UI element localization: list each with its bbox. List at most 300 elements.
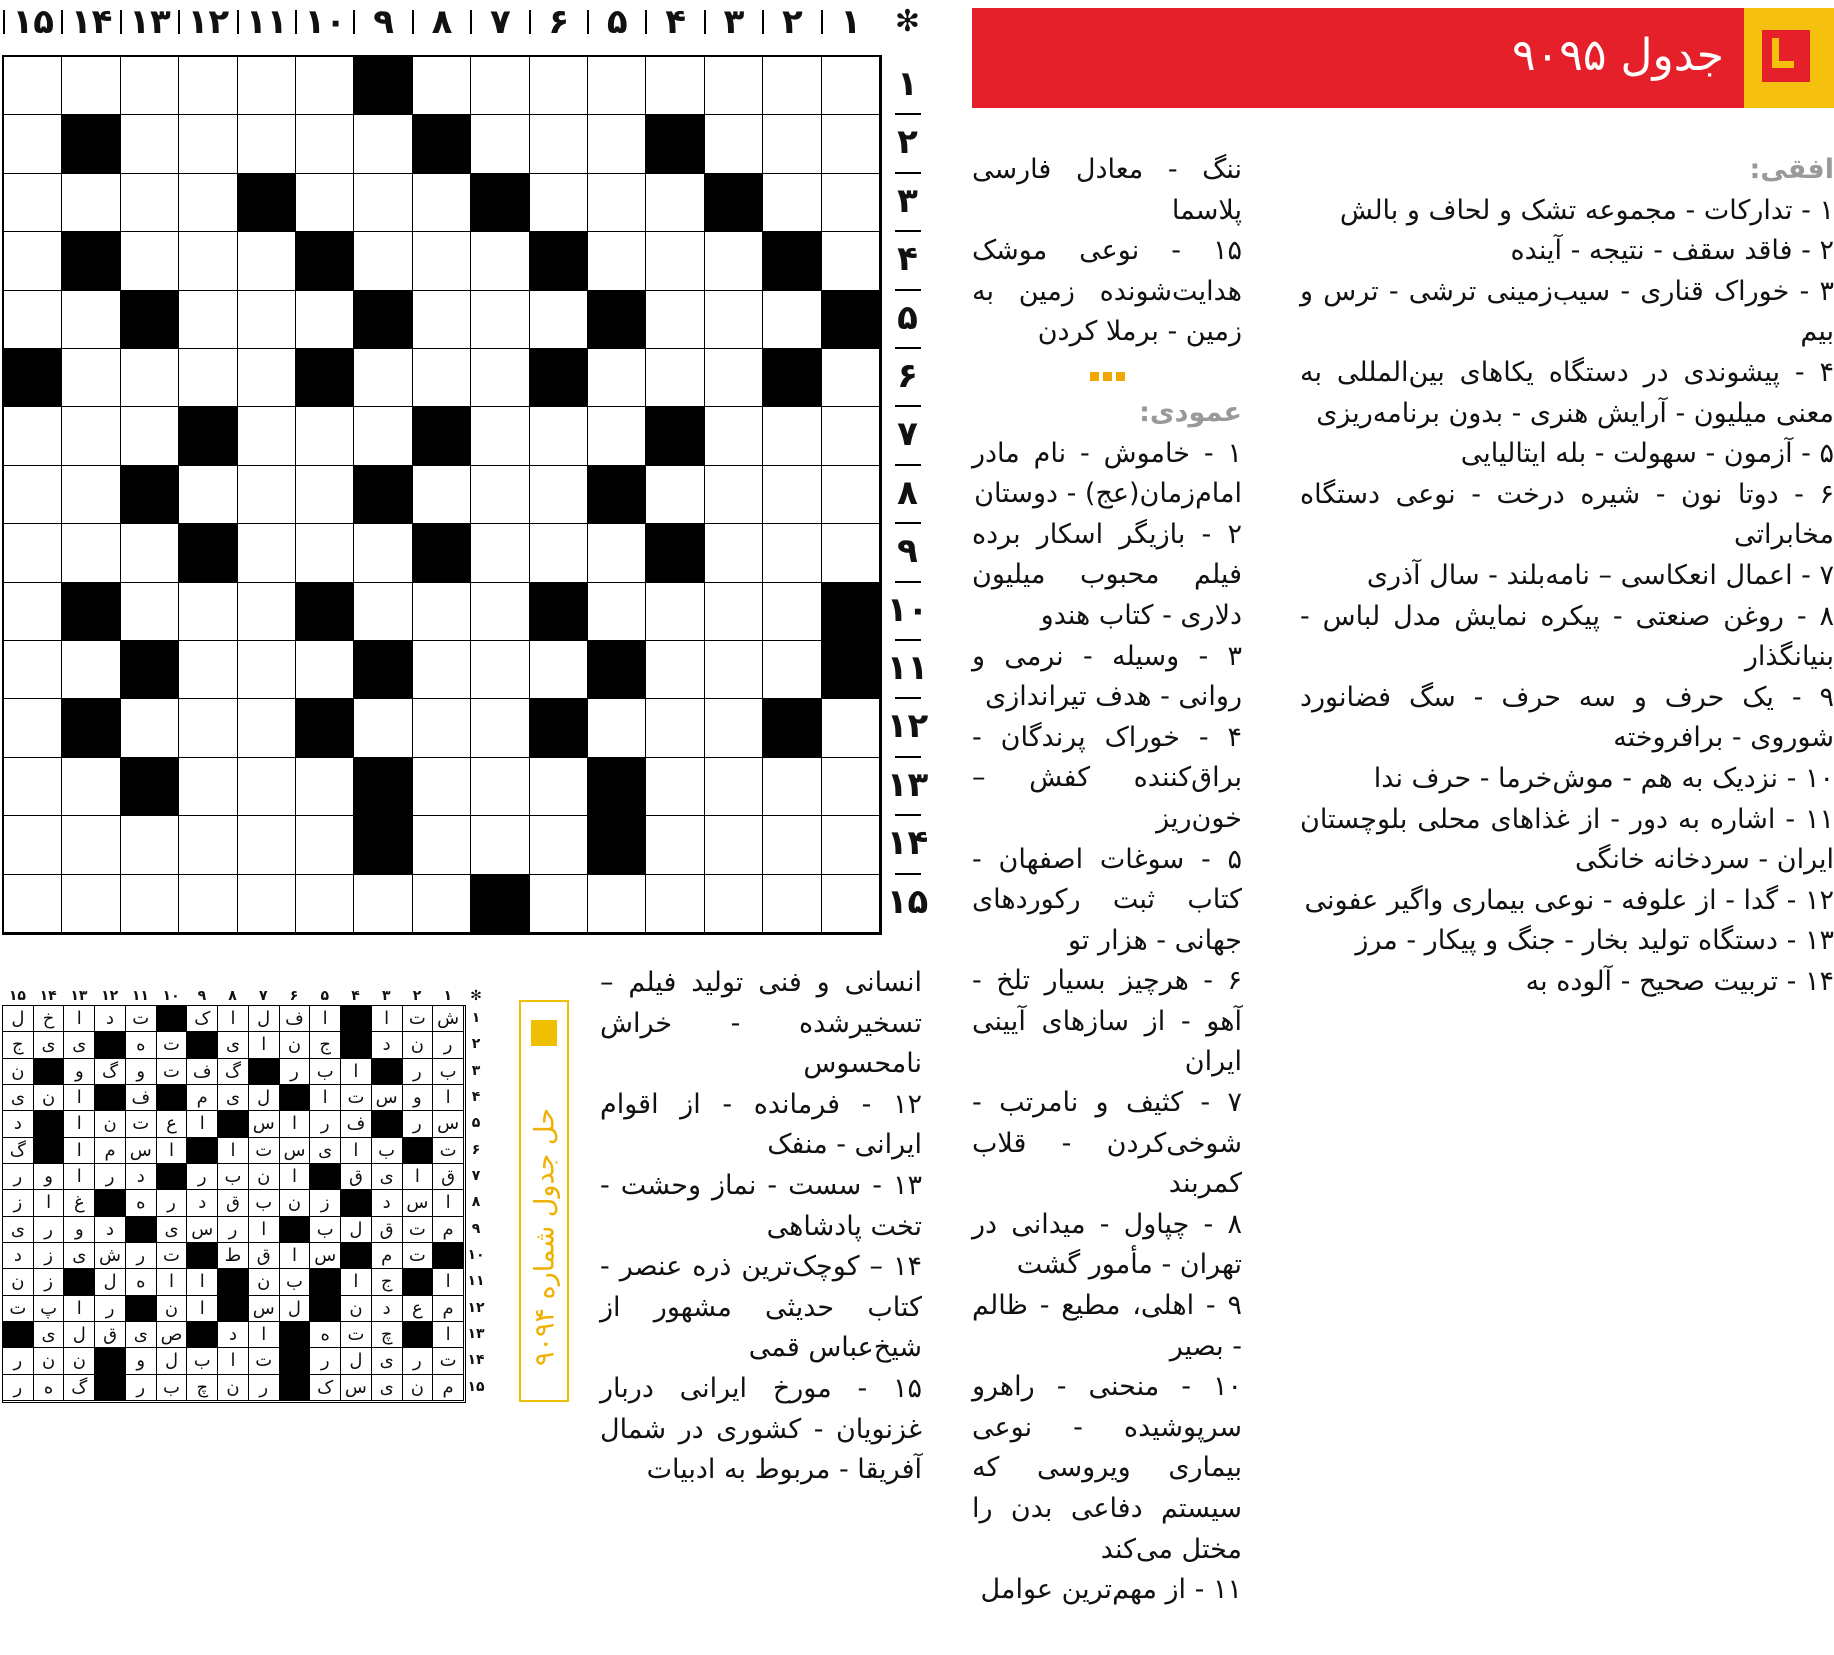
grid-cell[interactable] [121, 699, 179, 757]
grid-cell[interactable] [238, 466, 296, 524]
grid-cell[interactable] [121, 524, 179, 582]
grid-cell[interactable] [354, 524, 412, 582]
solution-cell: ر [3, 1375, 34, 1401]
solution-cell: ب [157, 1375, 188, 1401]
grid-cell[interactable] [296, 466, 354, 524]
grid-cell[interactable] [822, 174, 880, 232]
grid-cell[interactable] [62, 641, 120, 699]
solution-cell: م [433, 1296, 464, 1322]
grid-cell[interactable] [121, 583, 179, 641]
grid-cell[interactable] [705, 407, 763, 465]
solution-row-number: ۷ [471, 1168, 481, 1184]
grid-cell[interactable] [705, 232, 763, 290]
grid-cell[interactable] [763, 174, 821, 232]
grid-cell[interactable] [705, 57, 763, 115]
solution-row-number: ۱۰ [467, 1247, 485, 1263]
grid-cell[interactable] [471, 641, 529, 699]
grid-cell[interactable] [705, 115, 763, 173]
grid-cell[interactable] [822, 57, 880, 115]
grid-cell[interactable] [296, 115, 354, 173]
solution-cell: ن [403, 1375, 434, 1401]
grid-cell[interactable] [763, 816, 821, 874]
grid-cell[interactable] [4, 641, 62, 699]
black-cell [763, 232, 821, 290]
grid-cell[interactable] [238, 875, 296, 933]
black-cell [354, 466, 412, 524]
grid-cell[interactable] [530, 407, 588, 465]
grid-cell[interactable] [62, 758, 120, 816]
grid-cell[interactable] [588, 407, 646, 465]
grid-cell[interactable] [530, 758, 588, 816]
grid-cell[interactable] [646, 583, 704, 641]
grid-cell[interactable] [705, 641, 763, 699]
solution-cell: ت [126, 1111, 157, 1137]
grid-cell[interactable] [471, 466, 529, 524]
grid-cell[interactable] [4, 407, 62, 465]
grid-cell[interactable] [822, 115, 880, 173]
grid-cell[interactable] [62, 291, 120, 349]
grid-cell[interactable] [822, 466, 880, 524]
grid-cell[interactable] [354, 583, 412, 641]
across-clue: ننگ - معادل فارسی پلاسما [972, 154, 1242, 226]
grid-cell[interactable] [62, 349, 120, 407]
header-banner [972, 8, 1834, 108]
grid-cell[interactable] [530, 291, 588, 349]
row-number: ۱۲ [886, 706, 929, 747]
grid-cell[interactable] [413, 583, 471, 641]
grid-cell[interactable] [471, 524, 529, 582]
down-clue: ۱۱ - از مهم‌ترین عوامل [980, 1574, 1242, 1606]
grid-cell[interactable] [413, 875, 471, 933]
grid-cell[interactable] [179, 758, 237, 816]
solution-cell: د [372, 1296, 403, 1322]
grid-cell[interactable] [646, 232, 704, 290]
grid-cell[interactable] [62, 174, 120, 232]
column-separator [3, 10, 5, 34]
solution-cell: ن [341, 1296, 372, 1322]
black-cell [121, 466, 179, 524]
grid-cell[interactable] [588, 524, 646, 582]
solution-cell: ی [64, 1032, 95, 1058]
grid-cell[interactable] [179, 174, 237, 232]
grid-cell[interactable] [763, 466, 821, 524]
grid-cell[interactable] [4, 291, 62, 349]
solution-cell: ا [157, 1269, 188, 1295]
grid-cell[interactable] [763, 524, 821, 582]
grid-cell[interactable] [179, 115, 237, 173]
grid-cell[interactable] [646, 291, 704, 349]
solution-cell: خ [34, 1006, 65, 1032]
grid-cell[interactable] [4, 466, 62, 524]
solution-cell: ق [218, 1190, 249, 1216]
grid-cell[interactable] [822, 875, 880, 933]
grid-cell[interactable] [4, 174, 62, 232]
column-number: ۴ [665, 2, 686, 42]
solution-cell: ل [280, 1296, 311, 1322]
column-number: ۳ [723, 2, 745, 42]
grid-cell[interactable] [179, 291, 237, 349]
grid-cell[interactable] [179, 57, 237, 115]
grid-cell[interactable] [822, 407, 880, 465]
grid-cell[interactable] [296, 57, 354, 115]
solution-black-cell [95, 1190, 126, 1216]
grid-cell[interactable] [238, 583, 296, 641]
solution-cell: ا [433, 1269, 464, 1295]
grid-cell[interactable] [471, 57, 529, 115]
grid-cell[interactable] [238, 524, 296, 582]
solution-cell: ا [64, 1085, 95, 1111]
grid-cell[interactable] [296, 407, 354, 465]
grid-cell[interactable] [646, 699, 704, 757]
grid-cell[interactable] [588, 875, 646, 933]
grid-cell[interactable] [530, 816, 588, 874]
down-clue: ۱۲ - فرمانده - از اقوام ایرانی - منفک [600, 1088, 922, 1161]
grid-cell[interactable] [296, 758, 354, 816]
grid-cell[interactable] [646, 758, 704, 816]
column-number: ۶ [548, 2, 570, 42]
grid-cell[interactable] [413, 816, 471, 874]
grid-cell[interactable] [62, 466, 120, 524]
grid-cell[interactable] [413, 641, 471, 699]
black-cell [530, 349, 588, 407]
grid-cell[interactable] [822, 758, 880, 816]
solution-row-number: ۹ [471, 1220, 481, 1237]
solution-cell: ش [433, 1006, 464, 1032]
row-number: ۲ [897, 122, 918, 163]
grid-cell[interactable] [705, 583, 763, 641]
grid-cell[interactable] [413, 174, 471, 232]
solution-cell: ی [372, 1348, 403, 1374]
grid-cell[interactable] [179, 349, 237, 407]
grid-cell[interactable] [296, 174, 354, 232]
grid-cell[interactable] [354, 349, 412, 407]
solution-black-cell [157, 1006, 188, 1032]
grid-cell[interactable] [354, 232, 412, 290]
grid-cell[interactable] [4, 115, 62, 173]
down-clue: ۷ - کثیف و نامرتب - شوخی‌کردن - قلاب کمربند [972, 1087, 1242, 1200]
grid-cell[interactable] [179, 232, 237, 290]
grid-cell[interactable] [763, 583, 821, 641]
grid-cell[interactable] [530, 174, 588, 232]
grid-cell[interactable] [179, 641, 237, 699]
grid-cell[interactable] [705, 699, 763, 757]
grid-cell[interactable] [822, 699, 880, 757]
solution-cell: ز [310, 1190, 341, 1216]
grid-cell[interactable] [238, 232, 296, 290]
grid-cell[interactable] [4, 232, 62, 290]
grid-cell[interactable] [238, 57, 296, 115]
grid-cell[interactable] [822, 349, 880, 407]
solution-cell: ا [249, 1217, 280, 1243]
solution-black-cell [34, 1111, 65, 1137]
solution-black-cell [249, 1059, 280, 1085]
solution-cell: ی [310, 1138, 341, 1164]
grid-cell[interactable] [763, 57, 821, 115]
grid-cell[interactable] [763, 115, 821, 173]
down-clue: ۱۳ - سست - نماز وحشت - تخت پادشاهی [600, 1169, 922, 1242]
solution-cell: س [310, 1243, 341, 1269]
grid-cell[interactable] [4, 816, 62, 874]
grid-cell[interactable] [763, 641, 821, 699]
grid-cell[interactable] [121, 875, 179, 933]
solution-cell: ص [157, 1322, 188, 1348]
grid-cell[interactable] [238, 291, 296, 349]
solution-black-cell [341, 1190, 372, 1216]
solution-cell: ه [34, 1375, 65, 1401]
grid-cell[interactable] [646, 57, 704, 115]
solution-cell: چ [187, 1375, 218, 1401]
grid-cell[interactable] [588, 699, 646, 757]
grid-cell[interactable] [4, 57, 62, 115]
grid-cell[interactable] [238, 758, 296, 816]
grid-cell[interactable] [822, 816, 880, 874]
grid-cell[interactable] [646, 349, 704, 407]
solution-black-cell [341, 1006, 372, 1032]
solution-cell: د [95, 1217, 126, 1243]
solution-cell: ی [64, 1243, 95, 1269]
grid-cell[interactable] [705, 524, 763, 582]
grid-cell[interactable] [354, 115, 412, 173]
grid-cell[interactable] [588, 232, 646, 290]
solution-cell: ی [126, 1322, 157, 1348]
solution-cell: ی [372, 1375, 403, 1401]
grid-cell[interactable] [471, 232, 529, 290]
grid-cell[interactable] [179, 816, 237, 874]
grid-cell[interactable] [471, 407, 529, 465]
column-number: ۱۲ [187, 2, 230, 42]
grid-cell[interactable] [646, 641, 704, 699]
grid-cell[interactable] [354, 875, 412, 933]
grid-cell[interactable] [588, 57, 646, 115]
grid-cell[interactable] [705, 291, 763, 349]
solution-black-cell [372, 1059, 403, 1085]
grid-cell[interactable] [471, 349, 529, 407]
grid-cell[interactable] [238, 407, 296, 465]
solution-cell: و [126, 1059, 157, 1085]
solution-cell: ر [310, 1348, 341, 1374]
solution-cell: ط [218, 1243, 249, 1269]
grid-cell[interactable] [179, 875, 237, 933]
grid-cell[interactable] [413, 291, 471, 349]
grid-cell[interactable] [763, 407, 821, 465]
solution-cell: ی [34, 1322, 65, 1348]
row-number: ۱۴ [886, 823, 929, 864]
grid-cell[interactable] [705, 758, 763, 816]
grid-cell[interactable] [121, 232, 179, 290]
black-cell [354, 57, 412, 115]
across-clue: ۱۲ - گدا - از علوفه - نوعی بیماری واگیر عفونی [1304, 884, 1834, 916]
grid-cell[interactable] [588, 583, 646, 641]
grid-cell[interactable] [238, 641, 296, 699]
solution-cell: ا [187, 1269, 218, 1295]
grid-cell[interactable] [296, 816, 354, 874]
solution-label-box [519, 1000, 569, 1402]
down-clue: ۹ - اهلی، مطیع - ظالم - بصیر [972, 1290, 1242, 1362]
grid-cell[interactable] [705, 816, 763, 874]
grid-cell[interactable] [4, 875, 62, 933]
grid-cell[interactable] [296, 291, 354, 349]
black-cell [530, 232, 588, 290]
grid-cell[interactable] [471, 816, 529, 874]
solution-cell: ب [249, 1190, 280, 1216]
black-cell [354, 758, 412, 816]
grid-cell[interactable] [530, 57, 588, 115]
solution-black-cell [3, 1322, 34, 1348]
solution-cell: س [280, 1138, 311, 1164]
grid-cell[interactable] [530, 875, 588, 933]
solution-cell: ر [218, 1217, 249, 1243]
black-cell [238, 174, 296, 232]
grid-cell[interactable] [705, 466, 763, 524]
solution-cell: م [95, 1138, 126, 1164]
grid-cell[interactable] [296, 875, 354, 933]
down-clue: ۱۰ - منحنی - راهرو سرپوشیده - نوعی بیماری ویروسی که سیستم دفاعی بدن را مختل می‌کند [972, 1371, 1242, 1565]
solution-cell: ر [3, 1348, 34, 1374]
grid-cell[interactable] [588, 349, 646, 407]
down-clue: ۳ - وسیله - نرمی و روانی - هدف تیراندازی [972, 640, 1242, 713]
solution-column-number: ۱۰ [162, 988, 180, 1004]
down-clue: ۱۴ – کوچک‌ترین ذره عنصر - کتاب حدیثی مشهور از شیخ‌عباس قمی [600, 1251, 922, 1364]
across-clue: ۱۵ - نوعی موشک هدایت‌شونده زمین به زمین - برملا کردن [972, 235, 1242, 348]
solution-cell: ا [64, 1138, 95, 1164]
solution-cell: ت [433, 1348, 464, 1374]
grid-cell[interactable] [354, 407, 412, 465]
solution-cell: گ [3, 1138, 34, 1164]
black-cell [121, 291, 179, 349]
black-cell [354, 291, 412, 349]
solution-cell: ب [310, 1059, 341, 1085]
grid-cell[interactable] [646, 174, 704, 232]
grid-cell[interactable] [121, 349, 179, 407]
grid-cell[interactable] [763, 875, 821, 933]
solution-black-cell [280, 1322, 311, 1348]
column-number: ۱ [840, 2, 862, 42]
grid-cell[interactable] [413, 232, 471, 290]
grid-cell[interactable] [62, 407, 120, 465]
solution-cell: س [433, 1111, 464, 1137]
grid-cell[interactable] [4, 524, 62, 582]
grid-cell[interactable] [238, 115, 296, 173]
grid-cell[interactable] [121, 174, 179, 232]
solution-cell: ا [433, 1190, 464, 1216]
grid-cell[interactable] [822, 524, 880, 582]
grid-cell[interactable] [179, 583, 237, 641]
grid-cell[interactable] [238, 349, 296, 407]
grid-cell[interactable] [296, 641, 354, 699]
grid-cell[interactable] [530, 524, 588, 582]
solution-cell: س [187, 1217, 218, 1243]
grid-cell[interactable] [646, 466, 704, 524]
grid-cell[interactable] [4, 583, 62, 641]
solution-cell: ز [34, 1243, 65, 1269]
solution-cell: ت [157, 1059, 188, 1085]
grid-cell[interactable] [179, 699, 237, 757]
grid-cell[interactable] [530, 466, 588, 524]
grid-cell[interactable] [705, 875, 763, 933]
grid-cell[interactable] [588, 174, 646, 232]
solution-cell: ر [157, 1190, 188, 1216]
grid-cell[interactable] [471, 115, 529, 173]
row-number: ۱۱ [886, 648, 929, 688]
solution-grid [2, 1005, 466, 1403]
grid-cell[interactable] [413, 758, 471, 816]
black-cell [4, 349, 62, 407]
grid-cell[interactable] [121, 57, 179, 115]
grid-cell[interactable] [62, 524, 120, 582]
solution-row-number: ۱۳ [467, 1326, 485, 1342]
solution-cell: ا [64, 1006, 95, 1032]
grid-cell[interactable] [238, 816, 296, 874]
grid-cell[interactable] [471, 583, 529, 641]
solution-cell: ب [218, 1164, 249, 1190]
grid-cell[interactable] [296, 524, 354, 582]
row-separator [895, 581, 921, 583]
solution-cell: ر [403, 1111, 434, 1137]
grid-cell[interactable] [121, 816, 179, 874]
grid-cell[interactable] [413, 57, 471, 115]
grid-cell[interactable] [763, 758, 821, 816]
black-cell [179, 407, 237, 465]
solution-cell: ف [341, 1111, 372, 1137]
grid-cell[interactable] [354, 699, 412, 757]
solution-cell: ل [95, 1269, 126, 1295]
solution-black-cell [95, 1032, 126, 1058]
grid-cell[interactable] [705, 349, 763, 407]
grid-cell[interactable] [471, 758, 529, 816]
solution-cell: ب [280, 1269, 311, 1295]
grid-cell[interactable] [121, 115, 179, 173]
solution-cell: س [249, 1296, 280, 1322]
grid-cell[interactable] [588, 115, 646, 173]
grid-cell[interactable] [62, 816, 120, 874]
grid-cell[interactable] [4, 699, 62, 757]
grid-cell[interactable] [121, 407, 179, 465]
solution-cell: ف [280, 1006, 311, 1032]
solution-row-number: ۵ [471, 1115, 481, 1132]
row-separator [895, 522, 921, 524]
solution-cell: و [403, 1085, 434, 1111]
solution-cell: ه [310, 1322, 341, 1348]
grid-cell[interactable] [62, 57, 120, 115]
grid-cell[interactable] [413, 699, 471, 757]
grid-cell[interactable] [354, 174, 412, 232]
grid-cell[interactable] [646, 816, 704, 874]
solution-cell: ن [280, 1190, 311, 1216]
black-cell [822, 291, 880, 349]
solution-cell: ل [249, 1085, 280, 1111]
grid-cell[interactable] [413, 349, 471, 407]
row-separator [895, 464, 921, 466]
grid-cell[interactable] [179, 466, 237, 524]
grid-cell[interactable] [822, 232, 880, 290]
grid-cell[interactable] [530, 641, 588, 699]
solution-cell: ت [403, 1006, 434, 1032]
grid-cell[interactable] [471, 699, 529, 757]
grid-cell[interactable] [763, 291, 821, 349]
grid-cell[interactable] [62, 875, 120, 933]
solution-cell: ا [157, 1138, 188, 1164]
solution-cell: گ [218, 1059, 249, 1085]
grid-cell[interactable] [471, 291, 529, 349]
row-number: ۸ [897, 472, 918, 513]
solution-cell: ی [3, 1217, 34, 1243]
solution-cell: ن [3, 1269, 34, 1295]
grid-cell[interactable] [646, 875, 704, 933]
grid-cell[interactable] [4, 758, 62, 816]
grid-cell[interactable] [530, 115, 588, 173]
grid-cell[interactable] [413, 466, 471, 524]
grid-cell[interactable] [238, 699, 296, 757]
